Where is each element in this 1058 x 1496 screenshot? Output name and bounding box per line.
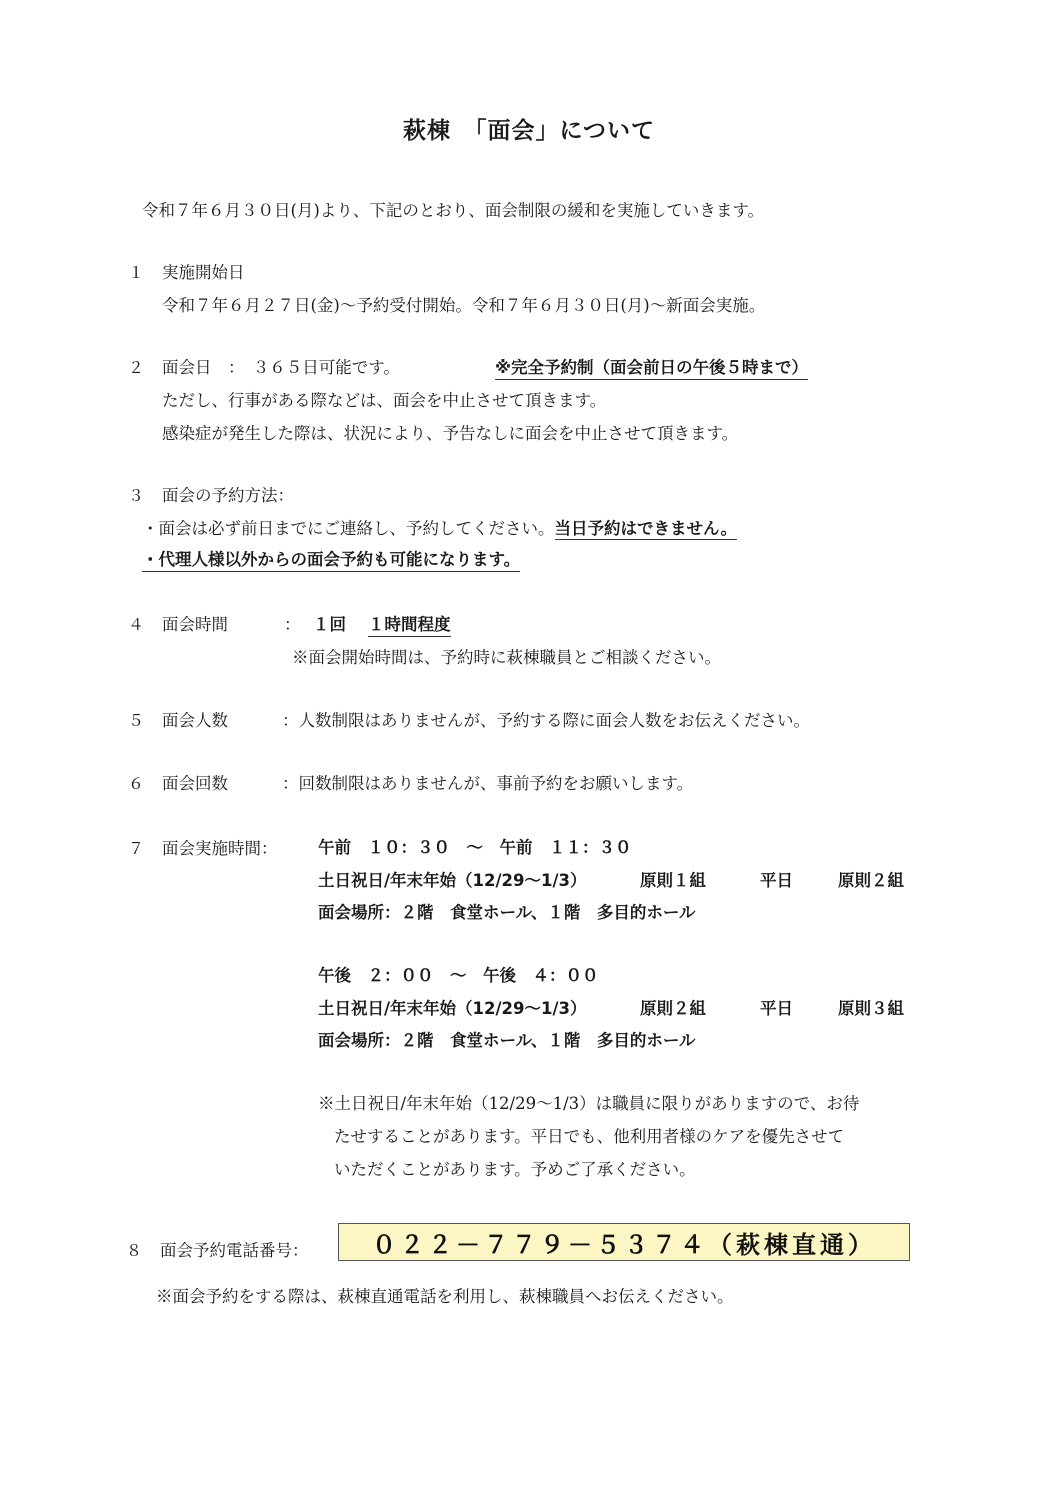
section-8-number: ８ xyxy=(126,1241,143,1260)
section-3-number: ３ xyxy=(128,486,145,505)
section-3-line-2: ・代理人様以外からの面会予約も可能になります。 xyxy=(142,546,520,572)
section-7-number: ７ xyxy=(128,839,145,858)
section-6-text: ：回数制限はありませんが、事前予約をお願いします。 xyxy=(282,774,694,793)
reservation-note: ※完全予約制（面会前日の午後５時まで） xyxy=(495,354,808,380)
section-4-number: ４ xyxy=(128,615,145,634)
section-8-heading: 面会予約電話番号： xyxy=(160,1241,309,1260)
visit-duration: １時間程度 xyxy=(368,611,451,637)
section-7-note-line-2: たせすることがあります。平日でも、他利用者様のケアを優先させて xyxy=(334,1127,845,1146)
page-title: 萩棟 「面会」について xyxy=(402,118,656,144)
pm-weekend-groups: 原則２組 xyxy=(640,999,706,1018)
section-1-text: 令和７年６月２７日(金)～予約受付開始。令和７年６月３０日(月)～新面会実施。 xyxy=(162,296,766,315)
section-6-heading: 面会回数 xyxy=(162,774,228,793)
section-2-line-2: ただし、行事がある際などは、面会を中止させて頂きます。 xyxy=(162,391,607,410)
section-3-line-1-text: ・面会は必ず前日までにご連絡し、予約してください。 xyxy=(142,519,555,538)
section-4-heading: 面会時間 xyxy=(162,615,228,634)
same-day-warning: 当日予約はできません。 xyxy=(554,519,737,538)
section-5-heading: 面会人数 xyxy=(162,711,228,730)
section-8-note: ※面会予約をする際は、萩棟直通電話を利用し、萩棟職員へお伝えください。 xyxy=(156,1287,734,1306)
section-5-text: ：人数制限はありませんが、予約する際に面会人数をお伝えください。 xyxy=(282,711,810,730)
am-place: 面会場所：２階 食堂ホール、１階 多目的ホール xyxy=(318,903,696,922)
visit-count: １回 xyxy=(313,615,346,634)
section-7-note-line-3: いただくことがあります。予めご了承ください。 xyxy=(334,1160,696,1179)
am-weekend-label: 土日祝日/年末年始（12/29～1/3） xyxy=(318,871,587,890)
phone-number: ０２２－７７９－５３７４（萩棟直通） xyxy=(372,1230,876,1259)
section-7-note-line-1: ※土日祝日/年末年始（12/29～1/3）は職員に限りがありますので、お待 xyxy=(318,1094,860,1113)
am-time: 午前 １０：３０ ～ 午前 １１：３０ xyxy=(318,838,632,857)
pm-weekday-groups: 原則３組 xyxy=(838,999,904,1018)
section-5-number: ５ xyxy=(128,711,145,730)
intro-text: 令和７年６月３０日(月)より、下記のとおり、面会制限の緩和を実施していきます。 xyxy=(142,201,765,220)
section-6-number: ６ xyxy=(128,774,145,793)
section-7-heading: 面会実施時間： xyxy=(162,839,278,858)
section-1-number: １ xyxy=(128,263,145,282)
am-weekday-label: 平日 xyxy=(760,871,793,890)
section-4-colon: ： xyxy=(284,615,301,634)
pm-weekday-label: 平日 xyxy=(760,999,793,1018)
section-3-line-1 xyxy=(142,515,737,539)
section-2-heading: 面会日 ： ３６５日可能です。 xyxy=(162,358,400,377)
pm-time: 午後 ２：００ ～ 午後 ４：００ xyxy=(318,966,599,985)
am-weekend-groups: 原則１組 xyxy=(640,871,706,890)
section-2-line-3: 感染症が発生した際は、状況により、予告なしに面会を中止させて頂きます。 xyxy=(162,424,739,443)
pm-weekend-label: 土日祝日/年末年始（12/29～1/3） xyxy=(318,999,587,1018)
am-weekday-groups: 原則２組 xyxy=(838,871,904,890)
section-2-number: ２ xyxy=(128,358,145,377)
section-4-note: ※面会開始時間は、予約時に萩棟職員とご相談ください。 xyxy=(292,648,721,667)
pm-place: 面会場所：２階 食堂ホール、１階 多目的ホール xyxy=(318,1031,696,1050)
section-3-heading: 面会の予約方法： xyxy=(162,486,294,505)
phone-number-box xyxy=(338,1223,910,1261)
section-1-heading: 実施開始日 xyxy=(162,263,245,282)
